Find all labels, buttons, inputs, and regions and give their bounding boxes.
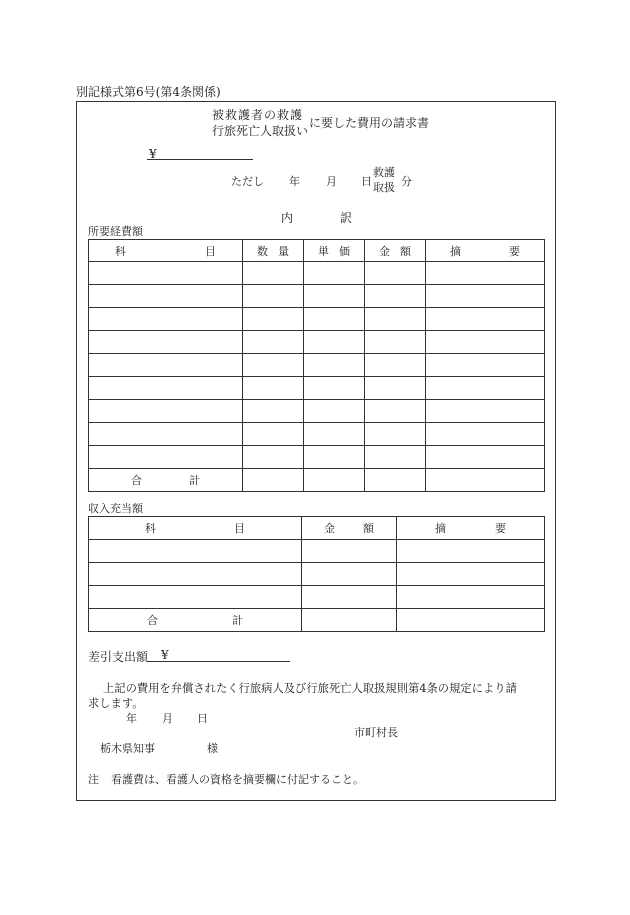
- note-text: 看護費は、看護人の資格を摘要欄に付記すること。: [111, 773, 364, 786]
- income-cell[interactable]: [89, 563, 302, 586]
- income-header-row: [89, 517, 545, 540]
- title-line2: 行旅死亡人取扱い: [212, 124, 309, 138]
- income-cell[interactable]: [302, 563, 397, 586]
- income-row: [89, 540, 545, 563]
- expense-cell[interactable]: [426, 354, 545, 377]
- income-table: [88, 516, 545, 632]
- governor-title: 栃木県知事: [100, 742, 155, 755]
- yen-mark: ¥: [149, 147, 157, 161]
- note-mark: 注: [88, 773, 99, 786]
- income-header-note: 摘 要: [397, 517, 545, 540]
- expense-cell[interactable]: [365, 285, 426, 308]
- statement-line2: 求します。: [88, 697, 144, 710]
- governor-honorific: 様: [207, 742, 218, 755]
- expense-cell[interactable]: [243, 423, 304, 446]
- expense-cell[interactable]: [89, 308, 243, 331]
- income-total-label: 合 計: [89, 609, 302, 632]
- expense-cell[interactable]: [365, 331, 426, 354]
- expense-cell[interactable]: [304, 308, 365, 331]
- expense-cell[interactable]: [243, 400, 304, 423]
- expense-cell[interactable]: [365, 446, 426, 469]
- statement-line1: 上記の費用を弁償されたく行旅病人及び行旅死亡人取扱規則第4条の規定により請: [103, 682, 517, 695]
- expense-cell[interactable]: [426, 377, 545, 400]
- expense-header-subject: 科 目: [89, 240, 243, 262]
- expense-cell[interactable]: [365, 423, 426, 446]
- expense-row: [89, 262, 545, 285]
- expense-cell[interactable]: [304, 400, 365, 423]
- income-row: [89, 563, 545, 586]
- income-header-subject: 科 目: [89, 517, 302, 540]
- expense-cell[interactable]: [365, 469, 426, 492]
- expense-cell[interactable]: [304, 354, 365, 377]
- income-cell[interactable]: [397, 563, 545, 586]
- expense-row: [89, 423, 545, 446]
- income-row: [89, 586, 545, 609]
- expense-cell[interactable]: [304, 423, 365, 446]
- income-cell[interactable]: [397, 540, 545, 563]
- mayor-title: 市町村長: [354, 726, 398, 739]
- expense-row: [89, 354, 545, 377]
- expense-cell[interactable]: [426, 285, 545, 308]
- proviso-month: 月: [326, 175, 337, 188]
- expense-cell[interactable]: [243, 262, 304, 285]
- expense-cell[interactable]: [89, 423, 243, 446]
- expense-cell[interactable]: [365, 308, 426, 331]
- proviso-tadashi: ただし: [231, 175, 264, 188]
- proviso-kind-handling: 取扱: [373, 181, 395, 194]
- expense-header-row: [89, 240, 545, 262]
- income-cell[interactable]: [397, 609, 545, 632]
- expense-cell[interactable]: [304, 446, 365, 469]
- expense-total-row: [89, 469, 545, 492]
- expense-cell[interactable]: [243, 469, 304, 492]
- expense-table: [88, 239, 545, 492]
- amount-underline: [147, 159, 253, 160]
- expense-cell[interactable]: [243, 331, 304, 354]
- date-month: 月: [162, 712, 173, 725]
- expense-cell[interactable]: [426, 400, 545, 423]
- expense-row: [89, 446, 545, 469]
- expense-label: 所要経費額: [88, 225, 143, 238]
- proviso-day: 日: [361, 175, 372, 188]
- expense-cell[interactable]: [365, 400, 426, 423]
- expense-row: [89, 377, 545, 400]
- breakdown-heading-a: 内: [281, 211, 294, 225]
- expense-row: [89, 331, 545, 354]
- balance-yen-mark: ¥: [161, 648, 169, 662]
- expense-cell[interactable]: [426, 331, 545, 354]
- expense-row: [89, 400, 545, 423]
- expense-cell[interactable]: [426, 423, 545, 446]
- expense-cell[interactable]: [304, 262, 365, 285]
- expense-cell[interactable]: [243, 354, 304, 377]
- expense-header-amount: 金 額: [365, 240, 426, 262]
- proviso-kind-rescue: 救護: [373, 166, 395, 179]
- expense-cell[interactable]: [426, 446, 545, 469]
- proviso-year: 年: [289, 175, 300, 188]
- expense-cell[interactable]: [426, 308, 545, 331]
- date-day: 日: [197, 712, 208, 725]
- expense-cell[interactable]: [89, 262, 243, 285]
- expense-header-note: 摘 要: [426, 240, 545, 262]
- income-cell[interactable]: [302, 609, 397, 632]
- expense-row: [89, 308, 545, 331]
- expense-row: [89, 285, 545, 308]
- income-label: 収入充当額: [88, 502, 143, 515]
- expense-total-label: 合 計: [89, 469, 243, 492]
- expense-cell[interactable]: [365, 354, 426, 377]
- expense-cell[interactable]: [89, 354, 243, 377]
- balance-underline: [147, 661, 290, 662]
- title-line1: 被救護者の救護: [212, 108, 304, 122]
- expense-cell[interactable]: [304, 285, 365, 308]
- expense-cell[interactable]: [365, 377, 426, 400]
- expense-header-unit-price: 単 価: [304, 240, 365, 262]
- expense-cell[interactable]: [243, 285, 304, 308]
- expense-cell[interactable]: [89, 331, 243, 354]
- title-suffix: に要した費用の請求書: [309, 116, 430, 130]
- expense-cell[interactable]: [89, 377, 243, 400]
- income-total-row: [89, 609, 545, 632]
- expense-cell[interactable]: [304, 469, 365, 492]
- expense-cell[interactable]: [426, 469, 545, 492]
- income-cell[interactable]: [397, 586, 545, 609]
- expense-cell[interactable]: [304, 331, 365, 354]
- expense-cell[interactable]: [89, 285, 243, 308]
- form-number: 別記様式第6号(第4条関係): [76, 85, 221, 99]
- expense-cell[interactable]: [243, 446, 304, 469]
- income-cell[interactable]: [89, 586, 302, 609]
- expense-cell[interactable]: [89, 400, 243, 423]
- income-cell[interactable]: [89, 540, 302, 563]
- expense-cell[interactable]: [243, 308, 304, 331]
- income-cell[interactable]: [302, 586, 397, 609]
- expense-cell[interactable]: [365, 262, 426, 285]
- balance-label: 差引支出額: [88, 650, 149, 664]
- breakdown-heading-b: 訳: [340, 211, 353, 225]
- expense-cell[interactable]: [89, 446, 243, 469]
- income-cell[interactable]: [302, 540, 397, 563]
- date-year: 年: [126, 712, 137, 725]
- expense-cell[interactable]: [243, 377, 304, 400]
- proviso-portion: 分: [401, 175, 412, 188]
- expense-cell[interactable]: [426, 262, 545, 285]
- expense-cell[interactable]: [304, 377, 365, 400]
- income-header-amount: 金 額: [302, 517, 397, 540]
- expense-header-quantity: 数 量: [243, 240, 304, 262]
